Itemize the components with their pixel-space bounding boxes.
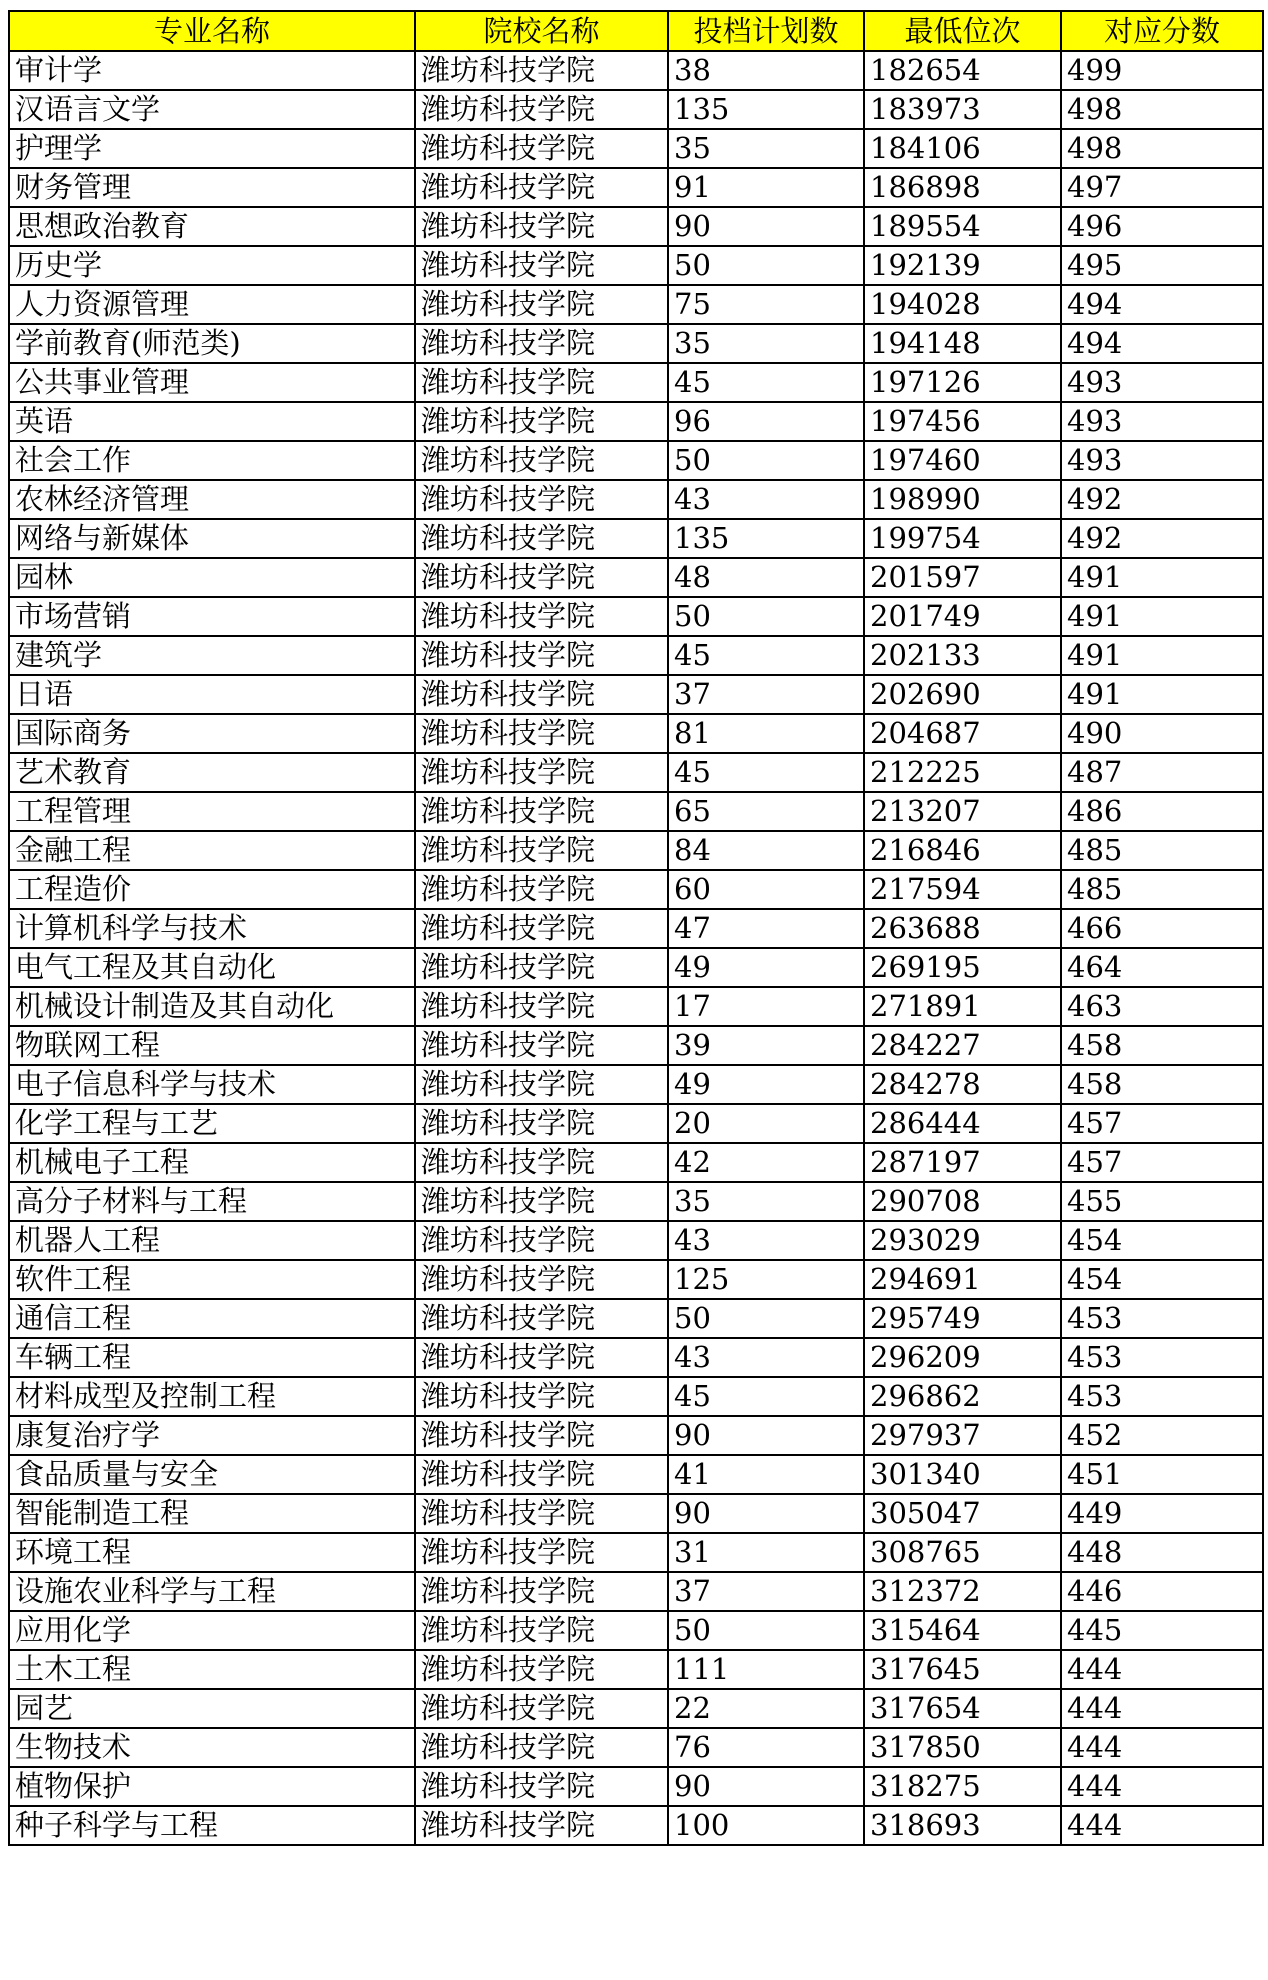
cell-plan-count: 96 [668, 402, 864, 441]
cell-major-name: 学前教育(师范类) [9, 324, 415, 363]
cell-score: 463 [1061, 987, 1263, 1026]
cell-major-name: 土木工程 [9, 1650, 415, 1689]
cell-plan-count: 45 [668, 753, 864, 792]
cell-min-rank: 296862 [864, 1377, 1061, 1416]
cell-major-name: 国际商务 [9, 714, 415, 753]
table-row [9, 1533, 1263, 1572]
cell-plan-count: 81 [668, 714, 864, 753]
cell-major-name: 计算机科学与技术 [9, 909, 415, 948]
cell-score: 495 [1061, 246, 1263, 285]
cell-score: 493 [1061, 363, 1263, 402]
cell-plan-count: 75 [668, 285, 864, 324]
cell-plan-count: 65 [668, 792, 864, 831]
cell-school-name: 潍坊科技学院 [415, 1689, 668, 1728]
cell-major-name: 植物保护 [9, 1767, 415, 1806]
table-row [9, 1299, 1263, 1338]
cell-plan-count: 49 [668, 948, 864, 987]
cell-score: 491 [1061, 558, 1263, 597]
cell-plan-count: 39 [668, 1026, 864, 1065]
cell-min-rank: 201597 [864, 558, 1061, 597]
table-row [9, 246, 1263, 285]
table-row [9, 1338, 1263, 1377]
cell-score: 487 [1061, 753, 1263, 792]
table-body [9, 51, 1263, 1845]
table-row [9, 129, 1263, 168]
cell-plan-count: 42 [668, 1143, 864, 1182]
cell-plan-count: 125 [668, 1260, 864, 1299]
cell-score: 452 [1061, 1416, 1263, 1455]
table-row [9, 1026, 1263, 1065]
cell-school-name: 潍坊科技学院 [415, 1572, 668, 1611]
cell-school-name: 潍坊科技学院 [415, 402, 668, 441]
cell-school-name: 潍坊科技学院 [415, 1143, 668, 1182]
cell-score: 485 [1061, 831, 1263, 870]
cell-score: 491 [1061, 636, 1263, 675]
cell-school-name: 潍坊科技学院 [415, 363, 668, 402]
cell-min-rank: 194028 [864, 285, 1061, 324]
table-row [9, 870, 1263, 909]
table-row [9, 1689, 1263, 1728]
cell-score: 491 [1061, 597, 1263, 636]
cell-min-rank: 315464 [864, 1611, 1061, 1650]
table-row [9, 558, 1263, 597]
cell-plan-count: 35 [668, 129, 864, 168]
cell-plan-count: 43 [668, 1338, 864, 1377]
cell-school-name: 潍坊科技学院 [415, 1728, 668, 1767]
cell-school-name: 潍坊科技学院 [415, 714, 668, 753]
header-school-name: 院校名称 [415, 11, 668, 51]
cell-school-name: 潍坊科技学院 [415, 1377, 668, 1416]
cell-major-name: 智能制造工程 [9, 1494, 415, 1533]
cell-min-rank: 305047 [864, 1494, 1061, 1533]
cell-major-name: 应用化学 [9, 1611, 415, 1650]
cell-min-rank: 284227 [864, 1026, 1061, 1065]
cell-score: 453 [1061, 1299, 1263, 1338]
cell-school-name: 潍坊科技学院 [415, 792, 668, 831]
cell-score: 492 [1061, 519, 1263, 558]
cell-score: 453 [1061, 1338, 1263, 1377]
cell-school-name: 潍坊科技学院 [415, 519, 668, 558]
table-row [9, 1143, 1263, 1182]
cell-score: 490 [1061, 714, 1263, 753]
cell-score: 494 [1061, 285, 1263, 324]
cell-min-rank: 186898 [864, 168, 1061, 207]
cell-plan-count: 84 [668, 831, 864, 870]
admission-table [8, 10, 1264, 1846]
cell-plan-count: 50 [668, 1299, 864, 1338]
cell-plan-count: 50 [668, 441, 864, 480]
table-row [9, 285, 1263, 324]
table-row [9, 909, 1263, 948]
cell-score: 496 [1061, 207, 1263, 246]
cell-score: 444 [1061, 1689, 1263, 1728]
cell-major-name: 软件工程 [9, 1260, 415, 1299]
table-row [9, 948, 1263, 987]
cell-plan-count: 60 [668, 870, 864, 909]
cell-min-rank: 184106 [864, 129, 1061, 168]
table-row [9, 597, 1263, 636]
cell-min-rank: 317850 [864, 1728, 1061, 1767]
cell-min-rank: 296209 [864, 1338, 1061, 1377]
cell-plan-count: 90 [668, 207, 864, 246]
table-row [9, 207, 1263, 246]
cell-min-rank: 294691 [864, 1260, 1061, 1299]
cell-plan-count: 20 [668, 1104, 864, 1143]
table-row [9, 1767, 1263, 1806]
cell-plan-count: 43 [668, 1221, 864, 1260]
cell-school-name: 潍坊科技学院 [415, 1026, 668, 1065]
cell-school-name: 潍坊科技学院 [415, 1065, 668, 1104]
cell-min-rank: 312372 [864, 1572, 1061, 1611]
cell-major-name: 机械设计制造及其自动化 [9, 987, 415, 1026]
cell-plan-count: 111 [668, 1650, 864, 1689]
cell-min-rank: 192139 [864, 246, 1061, 285]
cell-school-name: 潍坊科技学院 [415, 129, 668, 168]
cell-score: 454 [1061, 1221, 1263, 1260]
cell-school-name: 潍坊科技学院 [415, 1104, 668, 1143]
table-row [9, 51, 1263, 90]
cell-major-name: 园艺 [9, 1689, 415, 1728]
cell-min-rank: 189554 [864, 207, 1061, 246]
cell-major-name: 材料成型及控制工程 [9, 1377, 415, 1416]
cell-school-name: 潍坊科技学院 [415, 246, 668, 285]
cell-min-rank: 197460 [864, 441, 1061, 480]
cell-school-name: 潍坊科技学院 [415, 948, 668, 987]
cell-major-name: 电子信息科学与技术 [9, 1065, 415, 1104]
cell-plan-count: 22 [668, 1689, 864, 1728]
cell-score: 448 [1061, 1533, 1263, 1572]
cell-major-name: 化学工程与工艺 [9, 1104, 415, 1143]
cell-min-rank: 217594 [864, 870, 1061, 909]
table-row [9, 675, 1263, 714]
header-plan-count: 投档计划数 [668, 11, 864, 51]
cell-school-name: 潍坊科技学院 [415, 1338, 668, 1377]
cell-score: 457 [1061, 1104, 1263, 1143]
cell-min-rank: 197456 [864, 402, 1061, 441]
cell-min-rank: 212225 [864, 753, 1061, 792]
cell-score: 458 [1061, 1065, 1263, 1104]
cell-plan-count: 76 [668, 1728, 864, 1767]
table-row [9, 831, 1263, 870]
table-row [9, 1494, 1263, 1533]
cell-min-rank: 301340 [864, 1455, 1061, 1494]
cell-min-rank: 297937 [864, 1416, 1061, 1455]
cell-major-name: 思想政治教育 [9, 207, 415, 246]
table-row [9, 363, 1263, 402]
table-row [9, 1377, 1263, 1416]
cell-score: 498 [1061, 90, 1263, 129]
cell-score: 444 [1061, 1650, 1263, 1689]
cell-plan-count: 49 [668, 1065, 864, 1104]
cell-school-name: 潍坊科技学院 [415, 1299, 668, 1338]
table-row [9, 753, 1263, 792]
table-row [9, 1104, 1263, 1143]
cell-plan-count: 90 [668, 1416, 864, 1455]
table-row [9, 480, 1263, 519]
table-row [9, 441, 1263, 480]
cell-plan-count: 91 [668, 168, 864, 207]
cell-score: 486 [1061, 792, 1263, 831]
cell-score: 458 [1061, 1026, 1263, 1065]
cell-major-name: 审计学 [9, 51, 415, 90]
cell-school-name: 潍坊科技学院 [415, 441, 668, 480]
cell-score: 492 [1061, 480, 1263, 519]
cell-plan-count: 45 [668, 363, 864, 402]
header-min-rank: 最低位次 [864, 11, 1061, 51]
cell-min-rank: 286444 [864, 1104, 1061, 1143]
cell-major-name: 人力资源管理 [9, 285, 415, 324]
cell-major-name: 食品质量与安全 [9, 1455, 415, 1494]
cell-major-name: 艺术教育 [9, 753, 415, 792]
cell-score: 446 [1061, 1572, 1263, 1611]
table-row [9, 90, 1263, 129]
cell-min-rank: 201749 [864, 597, 1061, 636]
cell-score: 466 [1061, 909, 1263, 948]
cell-school-name: 潍坊科技学院 [415, 1650, 668, 1689]
cell-major-name: 设施农业科学与工程 [9, 1572, 415, 1611]
cell-plan-count: 47 [668, 909, 864, 948]
table-row [9, 402, 1263, 441]
cell-plan-count: 90 [668, 1767, 864, 1806]
cell-school-name: 潍坊科技学院 [415, 1533, 668, 1572]
cell-score: 455 [1061, 1182, 1263, 1221]
cell-plan-count: 45 [668, 1377, 864, 1416]
cell-score: 449 [1061, 1494, 1263, 1533]
cell-major-name: 园林 [9, 558, 415, 597]
cell-major-name: 环境工程 [9, 1533, 415, 1572]
cell-min-rank: 308765 [864, 1533, 1061, 1572]
cell-min-rank: 263688 [864, 909, 1061, 948]
table-row [9, 1572, 1263, 1611]
cell-plan-count: 37 [668, 1572, 864, 1611]
cell-school-name: 潍坊科技学院 [415, 207, 668, 246]
cell-min-rank: 204687 [864, 714, 1061, 753]
cell-min-rank: 198990 [864, 480, 1061, 519]
cell-score: 497 [1061, 168, 1263, 207]
table-row [9, 1221, 1263, 1260]
cell-score: 485 [1061, 870, 1263, 909]
cell-score: 493 [1061, 441, 1263, 480]
cell-plan-count: 50 [668, 597, 864, 636]
cell-min-rank: 317654 [864, 1689, 1061, 1728]
cell-min-rank: 199754 [864, 519, 1061, 558]
cell-score: 498 [1061, 129, 1263, 168]
cell-min-rank: 197126 [864, 363, 1061, 402]
cell-school-name: 潍坊科技学院 [415, 1494, 668, 1533]
cell-min-rank: 202690 [864, 675, 1061, 714]
cell-major-name: 物联网工程 [9, 1026, 415, 1065]
cell-plan-count: 35 [668, 1182, 864, 1221]
cell-major-name: 种子科学与工程 [9, 1806, 415, 1845]
cell-school-name: 潍坊科技学院 [415, 1455, 668, 1494]
cell-score: 445 [1061, 1611, 1263, 1650]
cell-plan-count: 35 [668, 324, 864, 363]
cell-score: 491 [1061, 675, 1263, 714]
cell-major-name: 机械电子工程 [9, 1143, 415, 1182]
cell-min-rank: 290708 [864, 1182, 1061, 1221]
table-row [9, 324, 1263, 363]
table-row [9, 1416, 1263, 1455]
cell-school-name: 潍坊科技学院 [415, 168, 668, 207]
cell-major-name: 汉语言文学 [9, 90, 415, 129]
cell-min-rank: 216846 [864, 831, 1061, 870]
cell-school-name: 潍坊科技学院 [415, 675, 668, 714]
cell-major-name: 工程管理 [9, 792, 415, 831]
cell-school-name: 潍坊科技学院 [415, 1260, 668, 1299]
cell-plan-count: 90 [668, 1494, 864, 1533]
cell-major-name: 日语 [9, 675, 415, 714]
cell-major-name: 生物技术 [9, 1728, 415, 1767]
cell-major-name: 建筑学 [9, 636, 415, 675]
cell-min-rank: 318693 [864, 1806, 1061, 1845]
cell-plan-count: 17 [668, 987, 864, 1026]
table-row [9, 1182, 1263, 1221]
cell-major-name: 英语 [9, 402, 415, 441]
cell-score: 494 [1061, 324, 1263, 363]
cell-plan-count: 38 [668, 51, 864, 90]
cell-plan-count: 43 [668, 480, 864, 519]
cell-min-rank: 284278 [864, 1065, 1061, 1104]
cell-school-name: 潍坊科技学院 [415, 870, 668, 909]
cell-plan-count: 100 [668, 1806, 864, 1845]
cell-min-rank: 213207 [864, 792, 1061, 831]
cell-major-name: 康复治疗学 [9, 1416, 415, 1455]
cell-school-name: 潍坊科技学院 [415, 909, 668, 948]
cell-plan-count: 50 [668, 1611, 864, 1650]
cell-score: 444 [1061, 1806, 1263, 1845]
table-row [9, 1065, 1263, 1104]
cell-major-name: 财务管理 [9, 168, 415, 207]
table-row [9, 987, 1263, 1026]
table-row [9, 792, 1263, 831]
cell-school-name: 潍坊科技学院 [415, 987, 668, 1026]
cell-school-name: 潍坊科技学院 [415, 831, 668, 870]
cell-major-name: 历史学 [9, 246, 415, 285]
cell-major-name: 社会工作 [9, 441, 415, 480]
table-row [9, 1260, 1263, 1299]
header-row [9, 11, 1263, 51]
cell-score: 493 [1061, 402, 1263, 441]
cell-major-name: 电气工程及其自动化 [9, 948, 415, 987]
cell-plan-count: 31 [668, 1533, 864, 1572]
cell-major-name: 通信工程 [9, 1299, 415, 1338]
cell-min-rank: 295749 [864, 1299, 1061, 1338]
cell-major-name: 金融工程 [9, 831, 415, 870]
cell-major-name: 市场营销 [9, 597, 415, 636]
cell-score: 444 [1061, 1728, 1263, 1767]
header-score: 对应分数 [1061, 11, 1263, 51]
table-row [9, 1806, 1263, 1845]
cell-major-name: 农林经济管理 [9, 480, 415, 519]
cell-min-rank: 271891 [864, 987, 1061, 1026]
cell-score: 464 [1061, 948, 1263, 987]
cell-school-name: 潍坊科技学院 [415, 1767, 668, 1806]
cell-plan-count: 135 [668, 90, 864, 129]
cell-school-name: 潍坊科技学院 [415, 1806, 668, 1845]
cell-min-rank: 293029 [864, 1221, 1061, 1260]
cell-school-name: 潍坊科技学院 [415, 1611, 668, 1650]
cell-major-name: 车辆工程 [9, 1338, 415, 1377]
cell-min-rank: 202133 [864, 636, 1061, 675]
cell-school-name: 潍坊科技学院 [415, 51, 668, 90]
cell-plan-count: 50 [668, 246, 864, 285]
header-major-name: 专业名称 [9, 11, 415, 51]
cell-plan-count: 135 [668, 519, 864, 558]
table-row [9, 1455, 1263, 1494]
cell-min-rank: 287197 [864, 1143, 1061, 1182]
cell-school-name: 潍坊科技学院 [415, 90, 668, 129]
cell-major-name: 机器人工程 [9, 1221, 415, 1260]
table-row [9, 1611, 1263, 1650]
cell-score: 499 [1061, 51, 1263, 90]
cell-score: 457 [1061, 1143, 1263, 1182]
cell-school-name: 潍坊科技学院 [415, 324, 668, 363]
cell-plan-count: 41 [668, 1455, 864, 1494]
table-row [9, 636, 1263, 675]
cell-major-name: 护理学 [9, 129, 415, 168]
cell-plan-count: 37 [668, 675, 864, 714]
cell-school-name: 潍坊科技学院 [415, 636, 668, 675]
cell-plan-count: 48 [668, 558, 864, 597]
cell-major-name: 工程造价 [9, 870, 415, 909]
table-row [9, 1650, 1263, 1689]
cell-min-rank: 183973 [864, 90, 1061, 129]
cell-school-name: 潍坊科技学院 [415, 558, 668, 597]
cell-min-rank: 318275 [864, 1767, 1061, 1806]
cell-score: 453 [1061, 1377, 1263, 1416]
cell-major-name: 公共事业管理 [9, 363, 415, 402]
table-row [9, 168, 1263, 207]
cell-school-name: 潍坊科技学院 [415, 597, 668, 636]
cell-major-name: 高分子材料与工程 [9, 1182, 415, 1221]
cell-major-name: 网络与新媒体 [9, 519, 415, 558]
table-row [9, 714, 1263, 753]
cell-school-name: 潍坊科技学院 [415, 1221, 668, 1260]
cell-school-name: 潍坊科技学院 [415, 1416, 668, 1455]
cell-school-name: 潍坊科技学院 [415, 285, 668, 324]
cell-school-name: 潍坊科技学院 [415, 480, 668, 519]
cell-min-rank: 269195 [864, 948, 1061, 987]
cell-min-rank: 182654 [864, 51, 1061, 90]
cell-school-name: 潍坊科技学院 [415, 753, 668, 792]
cell-score: 454 [1061, 1260, 1263, 1299]
cell-score: 444 [1061, 1767, 1263, 1806]
cell-min-rank: 317645 [864, 1650, 1061, 1689]
cell-school-name: 潍坊科技学院 [415, 1182, 668, 1221]
cell-plan-count: 45 [668, 636, 864, 675]
cell-score: 451 [1061, 1455, 1263, 1494]
cell-min-rank: 194148 [864, 324, 1061, 363]
table-row [9, 519, 1263, 558]
table-row [9, 1728, 1263, 1767]
